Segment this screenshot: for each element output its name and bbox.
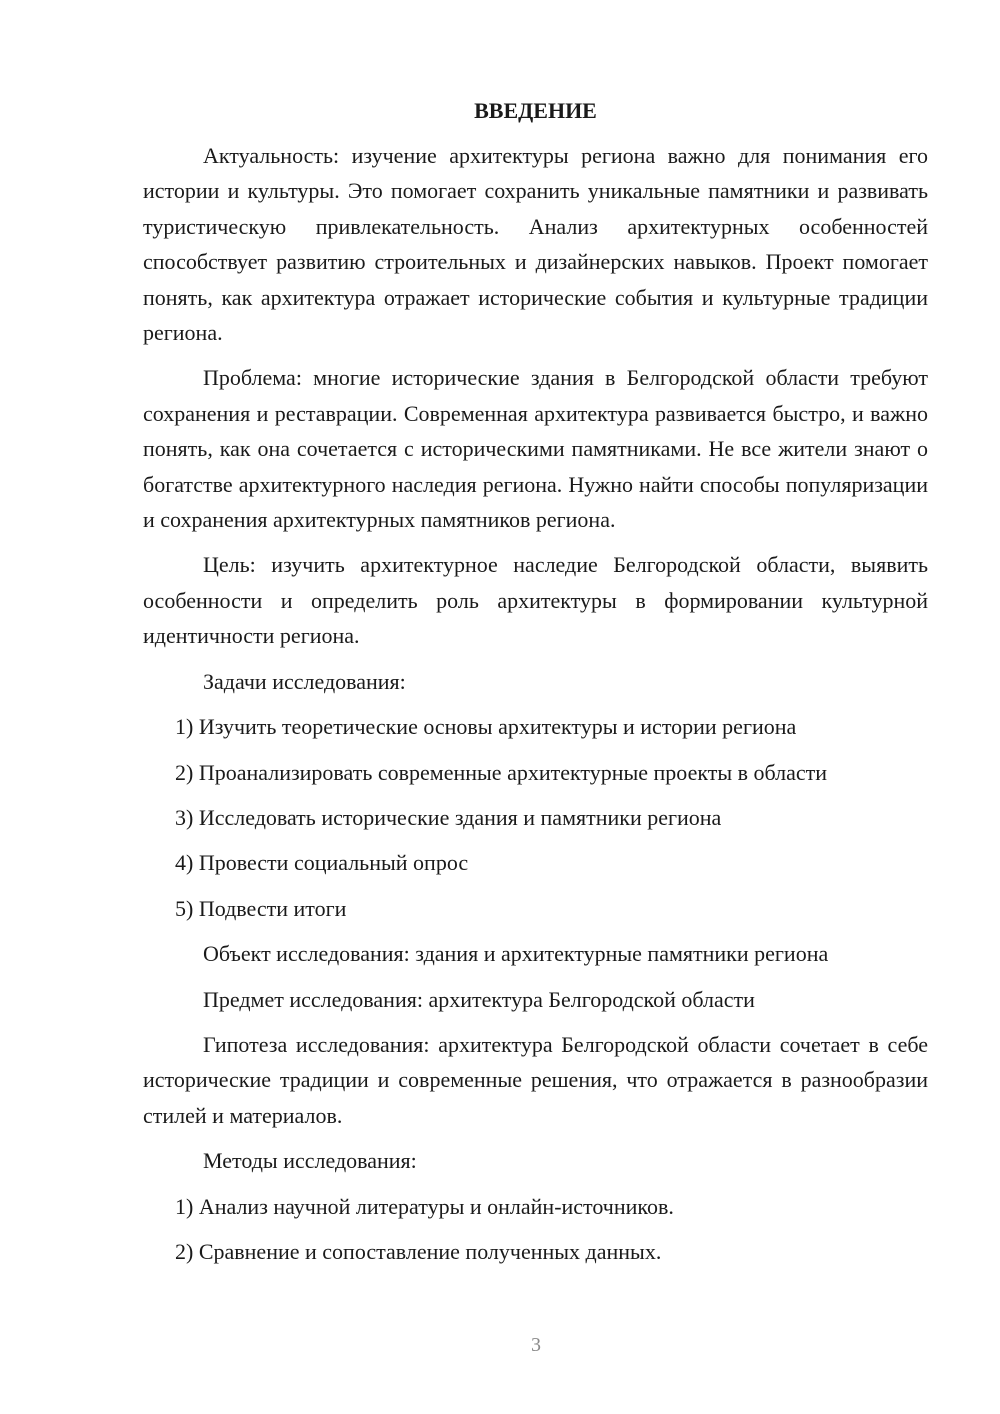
list-item: 1) Изучить теоретические основы архитектуры и истории региона bbox=[175, 714, 797, 740]
section-heading: ВВЕДЕНИЕ bbox=[474, 98, 597, 123]
list-item: 2) Проанализировать современные архитектурные проекты в области bbox=[175, 759, 828, 785]
relevance-paragraph: Актуальность: изучение архитектуры региона важно для понимания его истории и культуры. Это помогает сохранить уникальные памятники и развивать туристическую привлекательность. Анализ архитектурных особенностей способствует развитию строительных и дизайнерских навыков. Проект помогает понять, как архитектура отражает исторические события и культурные традиции региона. bbox=[143, 143, 928, 346]
list-item: 4) Провести социальный опрос bbox=[175, 850, 469, 876]
list-item: 5) Подвести итоги bbox=[175, 895, 347, 921]
page-content bbox=[143, 96, 928, 1279]
goal-paragraph: Цель: изучить архитектурное наследие Белгородской области, выявить особенности и определить роль архитектуры в формировании культурной идентичности региона. bbox=[143, 552, 928, 649]
tasks-list bbox=[143, 709, 928, 926]
tasks-title: Задачи исследования: bbox=[203, 668, 406, 694]
page-number: 3 bbox=[531, 1334, 541, 1356]
hypothesis-paragraph: Гипотеза исследования: архитектура Белгородской области сочетает в себе исторические традиции и современные решения, что отражается в разнообразии стилей и материалов. bbox=[143, 1031, 928, 1128]
subject-paragraph: Предмет исследования: архитектура Белгородской области bbox=[203, 986, 755, 1012]
list-item: 2) Сравнение и сопоставление полученных данных. bbox=[175, 1238, 662, 1264]
list-item: 3) Исследовать исторические здания и памятники региона bbox=[175, 804, 722, 830]
problem-paragraph: Проблема: многие исторические здания в Белгородской области требуют сохранения и реставрации. Современная архитектура развивается быстро, и важно понять, как она сочетается с историческими памятниками. Не все жители знают о богатстве архитектурного наследия региона. Нужно найти способы популяризации и сохранения архитектурных памятников региона. bbox=[143, 365, 928, 533]
methods-list bbox=[143, 1189, 928, 1270]
object-paragraph: Объект исследования: здания и архитектурные памятники региона bbox=[203, 941, 829, 967]
methods-title: Методы исследования: bbox=[203, 1148, 417, 1174]
list-item: 1) Анализ научной литературы и онлайн-источников. bbox=[175, 1193, 674, 1219]
